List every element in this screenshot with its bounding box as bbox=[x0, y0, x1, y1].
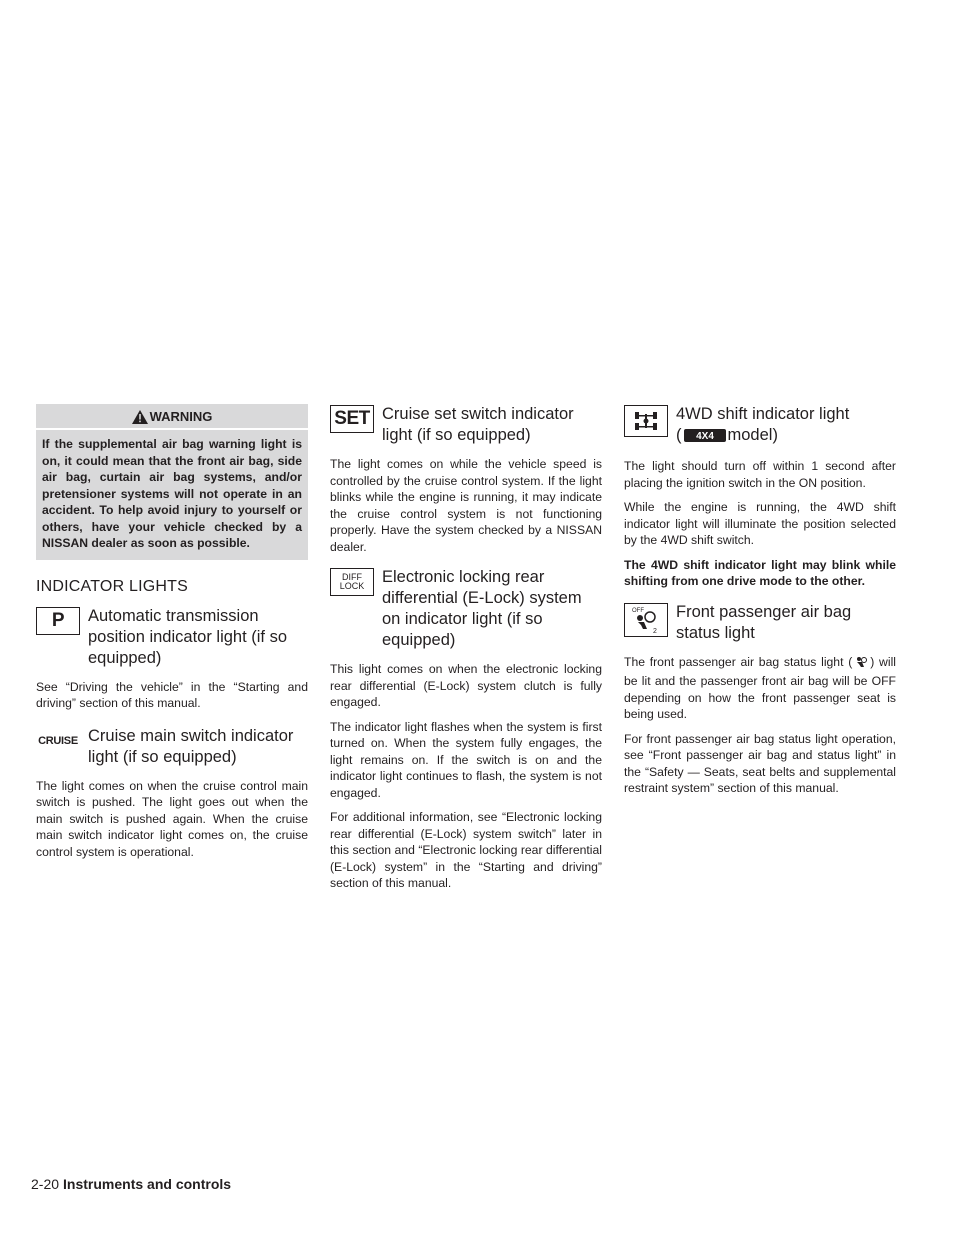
column-middle bbox=[330, 404, 602, 900]
passenger-airbag-text-2: For front passenger air bag status light operation, see “Front passenger air bag and status light” in the “Safety — Seats, seat belts and supplemental restraint system” section of this manual. bbox=[624, 731, 896, 795]
elock-text-2: The indicator light flashes when the system is first turned on. When the system fully engages, the light remains on. If the switch is on and the indicator light continues to flash, the system is not engaged. bbox=[330, 719, 602, 800]
passenger-airbag-text-1: The front passenger air bag status light ( ) will be lit and the passenger front air bag will be OFF depending on how the front passenger seat is being used. bbox=[624, 654, 896, 721]
column-right bbox=[624, 404, 896, 805]
section-title: INDICATOR LIGHTS bbox=[36, 577, 188, 595]
svg-text:2: 2 bbox=[653, 627, 657, 635]
warning-triangle-icon bbox=[132, 410, 148, 424]
svg-text:OFF: OFF bbox=[632, 607, 644, 614]
warning-box bbox=[36, 404, 308, 560]
at-position-item bbox=[36, 606, 308, 669]
set-icon: SET bbox=[330, 405, 374, 433]
warning-text: If the supplemental air bag warning light is on, it could mean that the front air bag, side air bag, curtain air bag systems, and/or pretensioner systems will not operate in an accident. To help avoid injury to yourself or others, have your vehicle checked by a NISSAN dealer as soon as possible. bbox=[42, 437, 302, 550]
fourwd-text-1: The light should turn off within 1 second after placing the ignition switch in the ON position. bbox=[624, 459, 896, 490]
elock-item bbox=[330, 567, 602, 651]
cruise-main-text: The light comes on when the cruise control main switch is pushed. The light goes out when the main switch is pushed again. When the cruise main switch indicator light comes on, the cruise control system is operational. bbox=[36, 778, 308, 859]
elock-text-3: For additional information, see “Electronic locking rear differential (E-Lock) system switch” later in this section and “Electronic locking rear differential (E-Lock) system” in the “Starting and driving” section of this manual. bbox=[330, 810, 602, 890]
cruise-main-item bbox=[36, 726, 308, 768]
fourwd-title: 4WD shift indicator light bbox=[676, 405, 850, 423]
cruise-set-title: Cruise set switch indicator light (if so equipped) bbox=[382, 405, 574, 444]
4x4-badge-icon bbox=[684, 427, 726, 448]
fourwd-item: 4WD shift indicator light ( 4X4 model) bbox=[624, 404, 896, 448]
fourwd-shift-icon bbox=[624, 405, 668, 437]
passenger-airbag-item bbox=[624, 602, 896, 644]
fourwd-text-2: While the engine is running, the 4WD shift indicator light will illuminate the position selected by the 4WD shift switch. bbox=[624, 500, 896, 547]
page-footer bbox=[31, 1176, 231, 1192]
passenger-airbag-title: Front passenger air bag status light bbox=[676, 602, 852, 642]
cruise-set-text: The light comes on while the vehicle speed is controlled by the cruise control system. If the light blinks while the engine is running, it may indicate the cruise control system is not functioning properly. Have the system checked by a NISSAN dealer. bbox=[330, 457, 602, 554]
passenger-airbag-icon bbox=[624, 603, 668, 637]
column-left bbox=[36, 404, 308, 868]
elock-text-1: This light comes on when the electronic locking rear differential (E-Lock) system clutch is fully engaged. bbox=[330, 662, 602, 709]
diff-lock-icon: DIFF LOCK bbox=[330, 568, 374, 596]
cruise-set-item bbox=[330, 404, 602, 446]
chapter-title: Instruments and controls bbox=[63, 1176, 232, 1192]
at-position-text: See “Driving the vehicle” in the “Starting and driving” section of this manual. bbox=[36, 679, 308, 710]
warning-header bbox=[36, 404, 308, 430]
cruise-main-title: Cruise main switch indicator light (if so equipped) bbox=[88, 726, 294, 766]
transmission-position-icon: P bbox=[36, 607, 80, 635]
page-number: 2-20 bbox=[31, 1176, 60, 1192]
at-position-title: Automatic transmission position indicator light (if so equipped) bbox=[88, 606, 288, 667]
elock-title: Electronic locking rear differential (E-Lock) system on indicator light (if so equipped) bbox=[382, 568, 582, 649]
airbag-status-inline-icon bbox=[854, 655, 868, 674]
svg-text:4X4: 4X4 bbox=[695, 431, 714, 442]
warning-title: WARNING bbox=[149, 409, 213, 424]
fourwd-bold-text: The 4WD shift indicator light may blink while shifting from one drive mode to the other. bbox=[624, 557, 896, 588]
cruise-icon: CRUISE bbox=[38, 734, 78, 747]
